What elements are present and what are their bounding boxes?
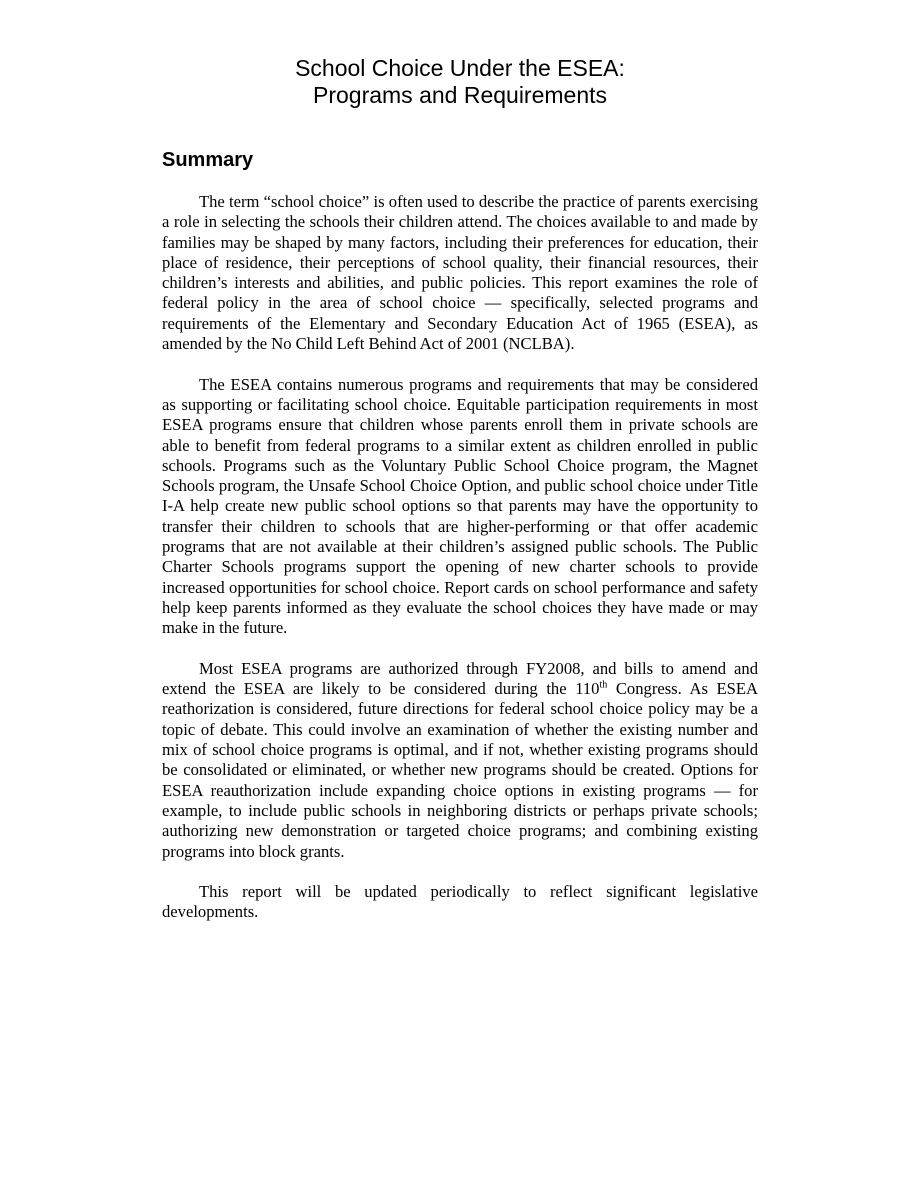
title-line-1: School Choice Under the ESEA: [295, 55, 625, 81]
paragraph-3-text-start: Most ESEA programs are authorized through FY2008, and bills to amend and extend the ESEA are likely to be considered during the 110 [162, 658, 758, 699]
document-title [160, 55, 760, 109]
paragraph-3-text-end: Congress. As ESEA reathorization is considered, future directions for federal school choice policy may be a topic of debate. This could involve an examination of whether the existing number and mix of school choice programs is optimal, and if not, whether existing programs should be consolidated or eliminated, or whether new programs should be created. Options for ESEA reauthorization include expanding choice options in existing programs — for example, to include public schools in neighboring districts or perhaps private schools; authorizing new demonstration or targeted choice programs; and combining existing programs into block grants. [162, 679, 759, 861]
summary-body [162, 192, 758, 943]
summary-paragraph-1: The term “school choice” is often used to describe the practice of parents exercising a role in selecting the schools their children attend. The choices available to and made by families may be shaped by many factors, including their preferences for education, their place of residence, their perceptions of school quality, their financial resources, their children’s interests and abilities, and public policies. This report examines the role of federal policy in the area of school choice — specifically, selected programs and requirements of the Elementary and Secondary Education Act of 1965 (ESEA), as amended by the No Child Left Behind Act of 2001 (NCLBA). [162, 192, 758, 354]
summary-paragraph-2: The ESEA contains numerous programs and requirements that may be considered as supporting or facilitating school choice. Equitable participation requirements in most ESEA programs ensure that children whose parents enroll them in private schools are able to benefit from federal programs to a similar extent as children enrolled in public schools. Programs such as the Voluntary Public School Choice program, the Magnet Schools program, the Unsafe School Choice Option, and public school choice under Title I-A help create new public school options so that parents may have the opportunity to transfer their children to schools that are higher-performing or that offer academic programs that are not available at their children’s assigned public schools. The Public Charter Schools programs support the opening of new charter schools to provide increased opportunities for school choice. Report cards on school performance and safety help keep parents informed as they evaluate the school choices they have made or may make in the future. [162, 374, 758, 638]
summary-paragraph-3 [162, 659, 758, 862]
title-line-2: Programs and Requirements [312, 82, 608, 108]
ordinal-superscript: th [599, 679, 608, 691]
section-heading-summary: Summary [162, 149, 254, 171]
summary-paragraph-4: This report will be updated periodically to reflect significant legislative developments. [162, 882, 758, 922]
